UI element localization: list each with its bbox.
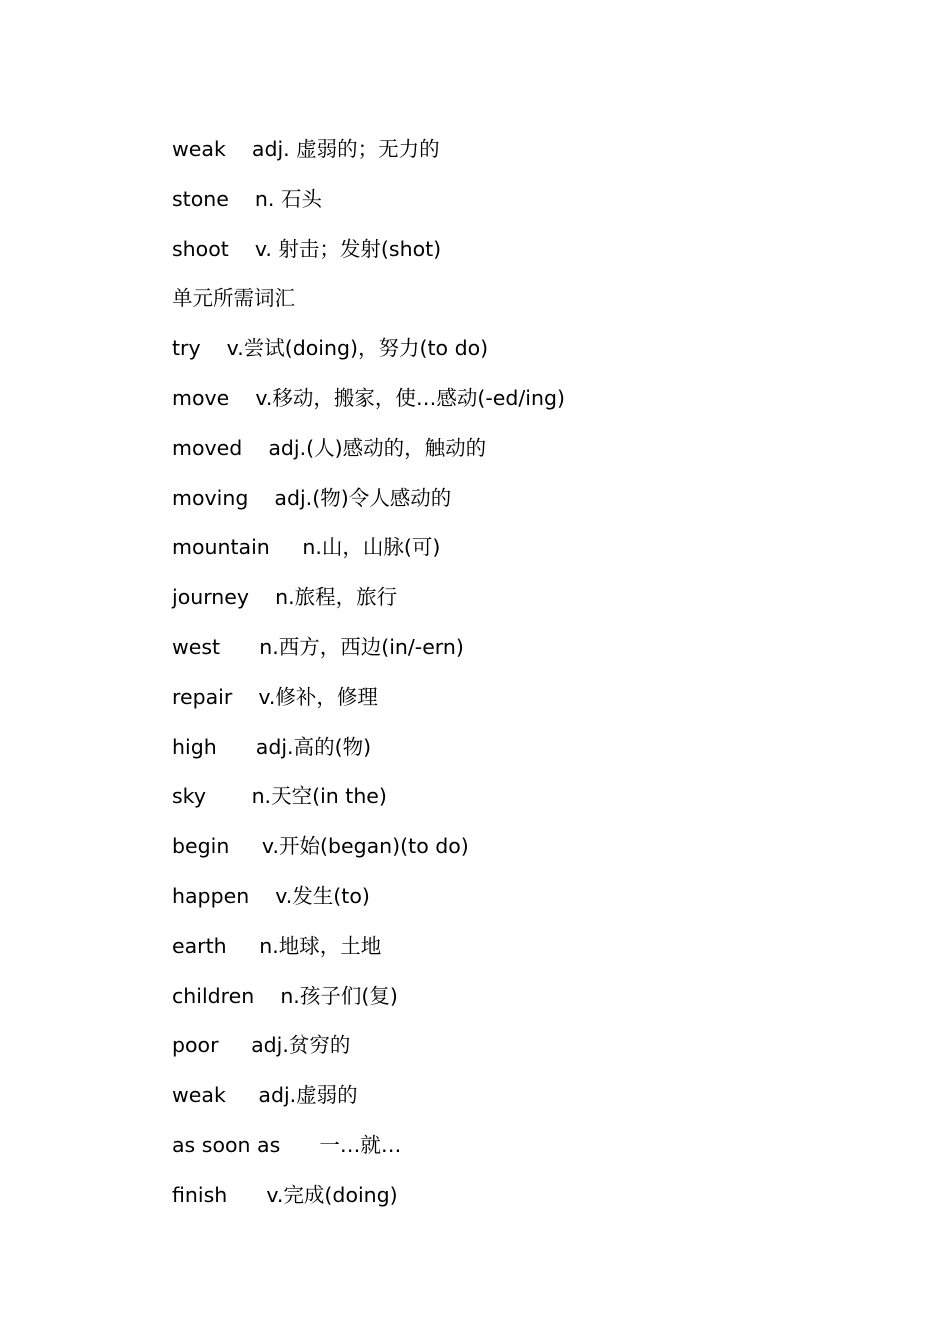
vocab-line: shoot v. 射击；发射(shot) [172, 236, 442, 261]
section-heading: 单元所需词汇 [172, 286, 295, 311]
vocab-line: repair v.修补，修理 [172, 684, 378, 709]
vocab-line: as soon as 一…就… [172, 1132, 402, 1157]
vocab-line: weak adj.虚弱的 [172, 1083, 358, 1108]
vocab-line: moving adj.(物)令人感动的 [172, 485, 452, 510]
vocab-line: earth n.地球，土地 [172, 933, 382, 958]
vocab-line: sky n.天空(in the) [172, 784, 387, 809]
vocab-line: begin v.开始(began)(to do) [172, 834, 469, 859]
vocab-line: children n.孩子们(复) [172, 983, 398, 1008]
vocab-line: journey n.旅程，旅行 [172, 585, 398, 610]
vocab-line: stone n. 石头 [172, 186, 322, 211]
vocab-line: weak adj. 虚弱的；无力的 [172, 137, 440, 161]
vocab-line: move v.移动，搬家，使…感动(-ed/ing) [172, 385, 566, 410]
vocab-line: mountain n.山，山脉(可) [172, 535, 441, 560]
vocab-line: happen v.发生(to) [172, 883, 370, 908]
vocabulary-list [172, 135, 872, 1231]
vocab-line: high adj.高的(物) [172, 734, 372, 759]
vocab-line: west n.西方，西边(in/-ern) [172, 634, 464, 659]
vocab-line: moved adj.(人)感动的，触动的 [172, 435, 487, 460]
vocab-line: try v.尝试(doing)，努力(to do) [172, 336, 489, 361]
vocab-line: poor adj.贫穷的 [172, 1033, 351, 1058]
vocab-line: finish v.完成(doing) [172, 1182, 398, 1207]
